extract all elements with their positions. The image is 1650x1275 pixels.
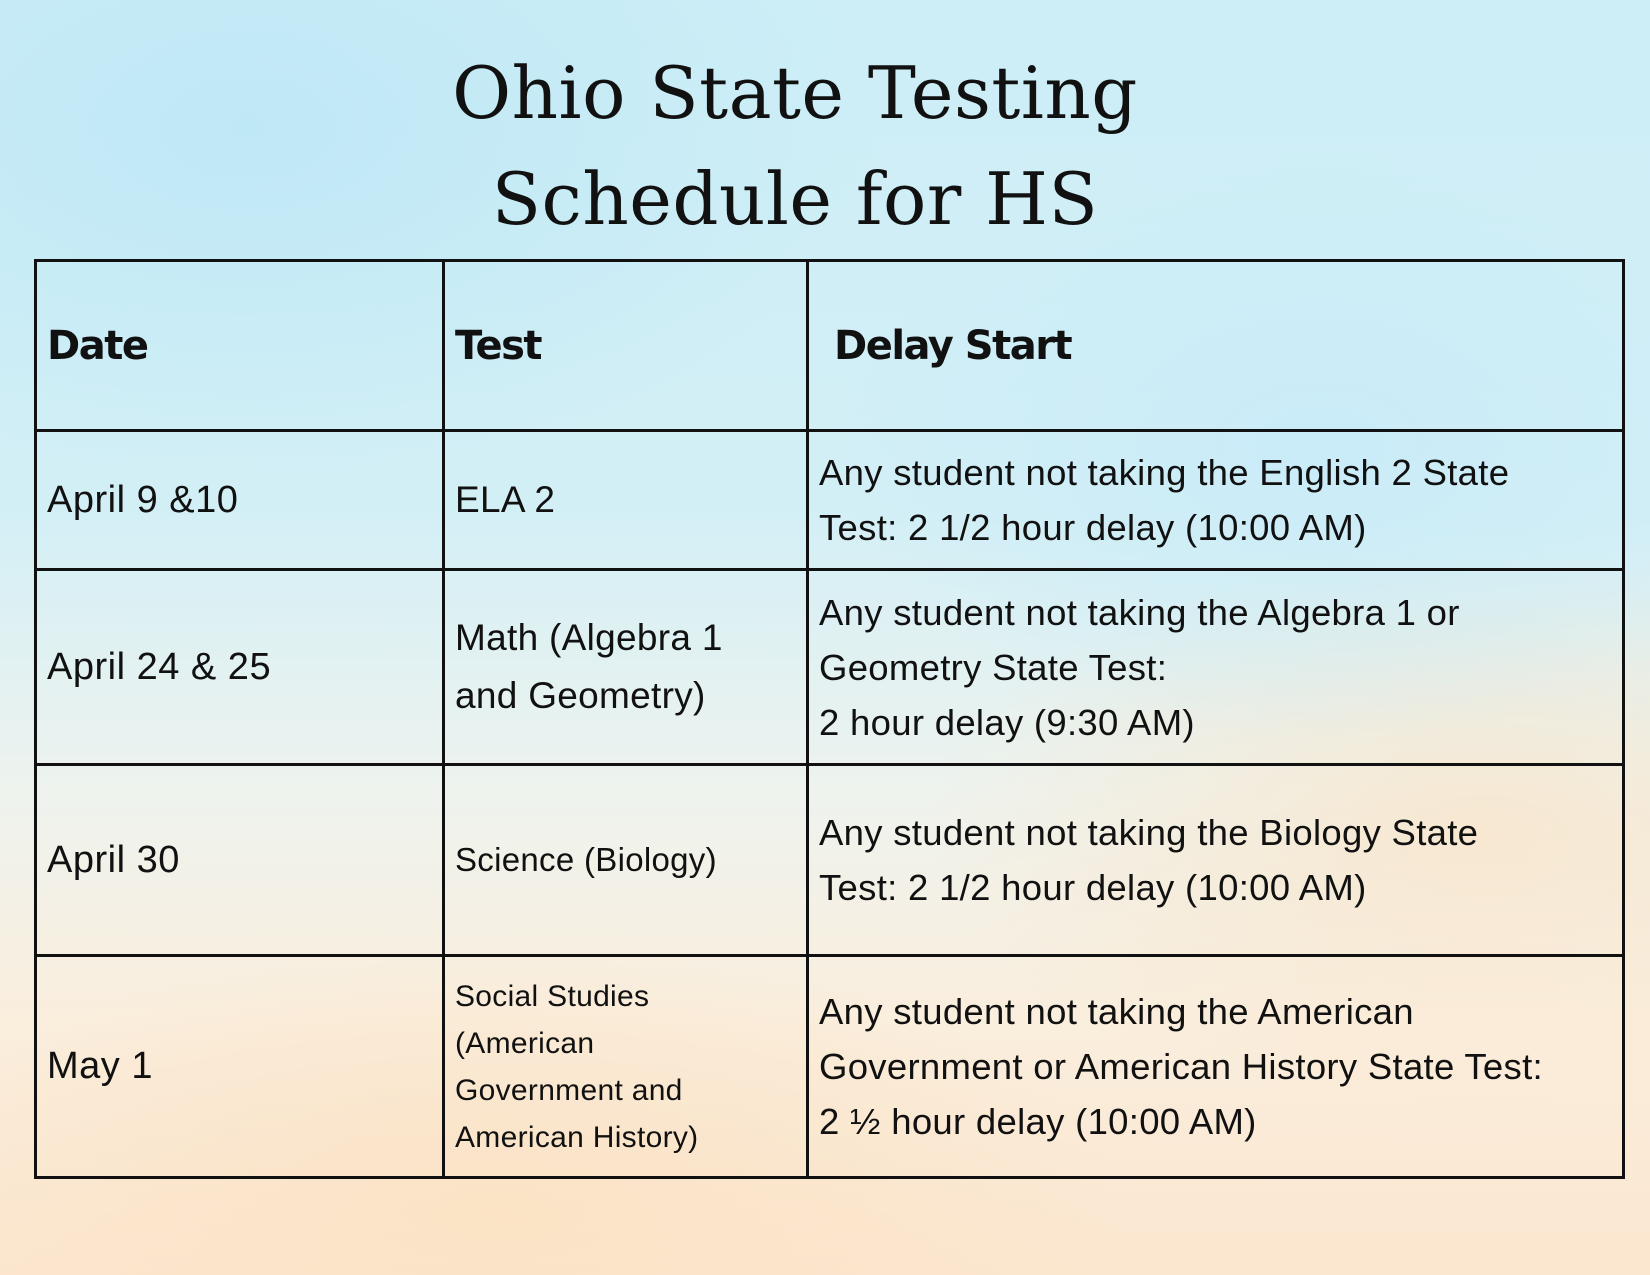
- delay-line: 2 ½ hour delay (10:00 AM): [819, 1101, 1257, 1142]
- delay-line: Geometry State Test:: [819, 646, 1168, 688]
- test-cell: [444, 765, 808, 956]
- test-line: Math (Algebra 1: [455, 617, 723, 658]
- test-line: American History): [455, 1120, 699, 1154]
- header-date: Date: [36, 261, 444, 431]
- title-line-2: Schedule for HS: [491, 157, 1099, 241]
- delay-cell: [808, 570, 1624, 765]
- delay-cell: [808, 431, 1624, 570]
- delay-line: Any student not taking the English 2 State: [819, 452, 1510, 493]
- test-cell: [444, 570, 808, 765]
- test-cell: [444, 431, 808, 570]
- date-cell: April 30: [36, 765, 444, 956]
- test-line: and Geometry): [455, 675, 706, 716]
- delay-cell: [808, 956, 1624, 1178]
- table-header-row: [36, 261, 1624, 431]
- header-test: Test: [444, 261, 808, 431]
- delay-line: Any student not taking the Algebra 1 or: [819, 591, 1460, 633]
- delay-line: Any student not taking the Biology State: [819, 812, 1479, 853]
- table-row: [36, 765, 1624, 956]
- delay-cell: [808, 765, 1624, 956]
- test-line: Government and: [455, 1073, 683, 1107]
- title-line-1: Ohio State Testing: [452, 51, 1138, 135]
- date-cell: May 1: [36, 956, 444, 1178]
- date-cell: April 9 &10: [36, 431, 444, 570]
- test-line: Social Studies: [455, 979, 650, 1013]
- delay-line: Any student not taking the American: [819, 991, 1414, 1032]
- delay-line: Government or American History State Test:: [819, 1046, 1543, 1087]
- test-cell: [444, 956, 808, 1178]
- delay-line: 2 hour delay (9:30 AM): [819, 701, 1195, 743]
- test-line: ELA 2: [455, 479, 556, 520]
- table-row: [36, 431, 1624, 570]
- test-line: (American: [455, 1026, 595, 1060]
- table-row: [36, 570, 1624, 765]
- delay-line: Test: 2 1/2 hour delay (10:00 AM): [819, 507, 1367, 548]
- date-cell: April 24 & 25: [36, 570, 444, 765]
- delay-line: Test: 2 1/2 hour delay (10:00 AM): [819, 867, 1367, 908]
- page-title: [0, 40, 1590, 252]
- schedule-table: [34, 259, 1625, 1179]
- test-line: Science (Biology): [455, 841, 717, 878]
- header-delay-start: Delay Start: [808, 261, 1624, 431]
- table-row: [36, 956, 1624, 1178]
